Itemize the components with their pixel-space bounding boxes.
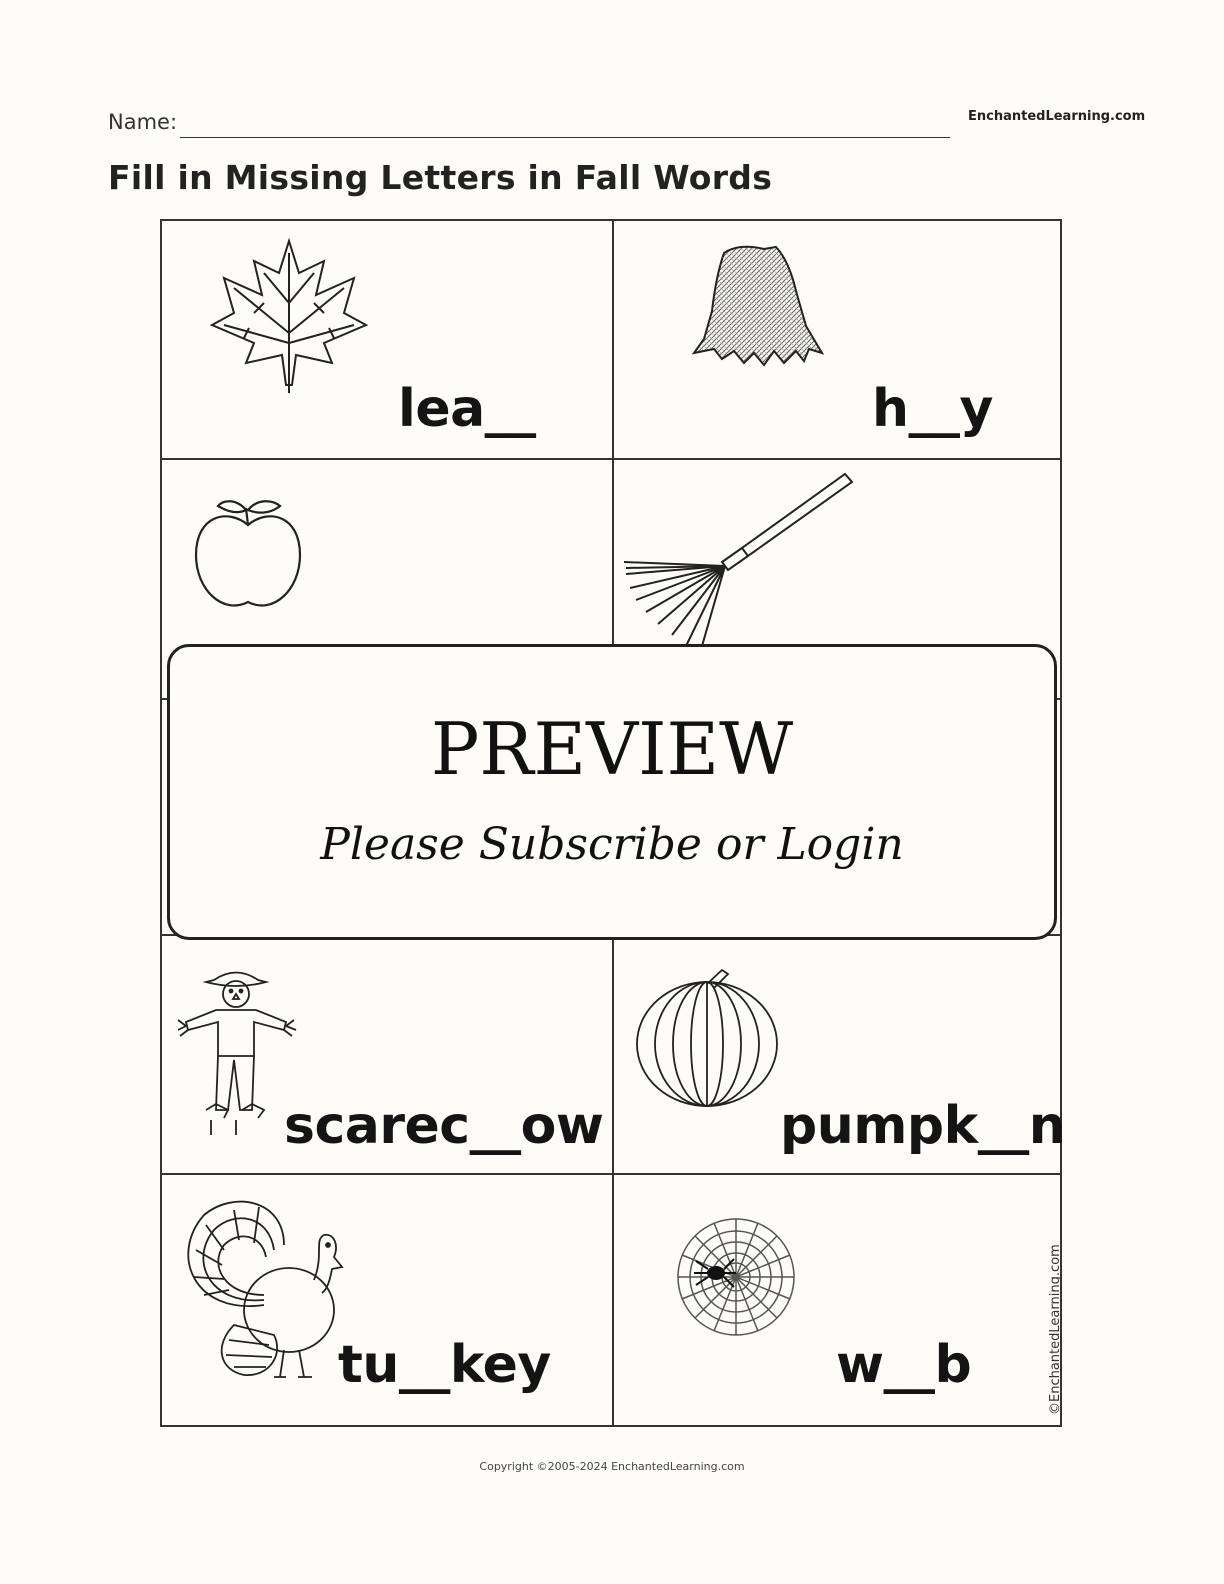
word-cell-turkey [162, 1175, 612, 1416]
word-scarecrow: scarec__ow [284, 1096, 604, 1156]
word-hay: h__y [872, 379, 993, 439]
maple-leaf-icon [204, 233, 374, 393]
pumpkin-icon [632, 964, 782, 1114]
word-pumpkin: pumpk__n [780, 1096, 1066, 1156]
preview-overlay[interactable] [167, 644, 1057, 940]
apple-icon [188, 490, 308, 615]
preview-title: PREVIEW [430, 707, 794, 791]
turkey-icon [174, 1195, 354, 1385]
word-cell-leaf [162, 221, 612, 462]
word-turkey: tu__key [338, 1335, 551, 1395]
subscribe-login-link[interactable]: Please Subscribe or Login [320, 819, 904, 870]
word-web: w__b [836, 1335, 972, 1395]
footer-copyright: Copyright ©2005-2024 EnchantedLearning.com [479, 1460, 745, 1473]
rake-icon [620, 470, 860, 655]
word-cell-hay [614, 221, 1064, 462]
haystack-icon [684, 241, 834, 371]
name-line [180, 137, 950, 138]
word-cell-pumpkin [614, 936, 1064, 1177]
page-title: Fill in Missing Letters in Fall Words [108, 158, 773, 197]
word-cell-scarecrow [162, 936, 612, 1177]
name-label: Name: [108, 110, 178, 134]
brand-logo-text: EnchantedLearning.com [968, 109, 1146, 124]
side-copyright: ©EnchantedLearning.com [1048, 1244, 1063, 1415]
word-cell-web [614, 1175, 1064, 1416]
spider-web-icon [674, 1215, 799, 1340]
word-lea: lea__ [398, 379, 536, 439]
